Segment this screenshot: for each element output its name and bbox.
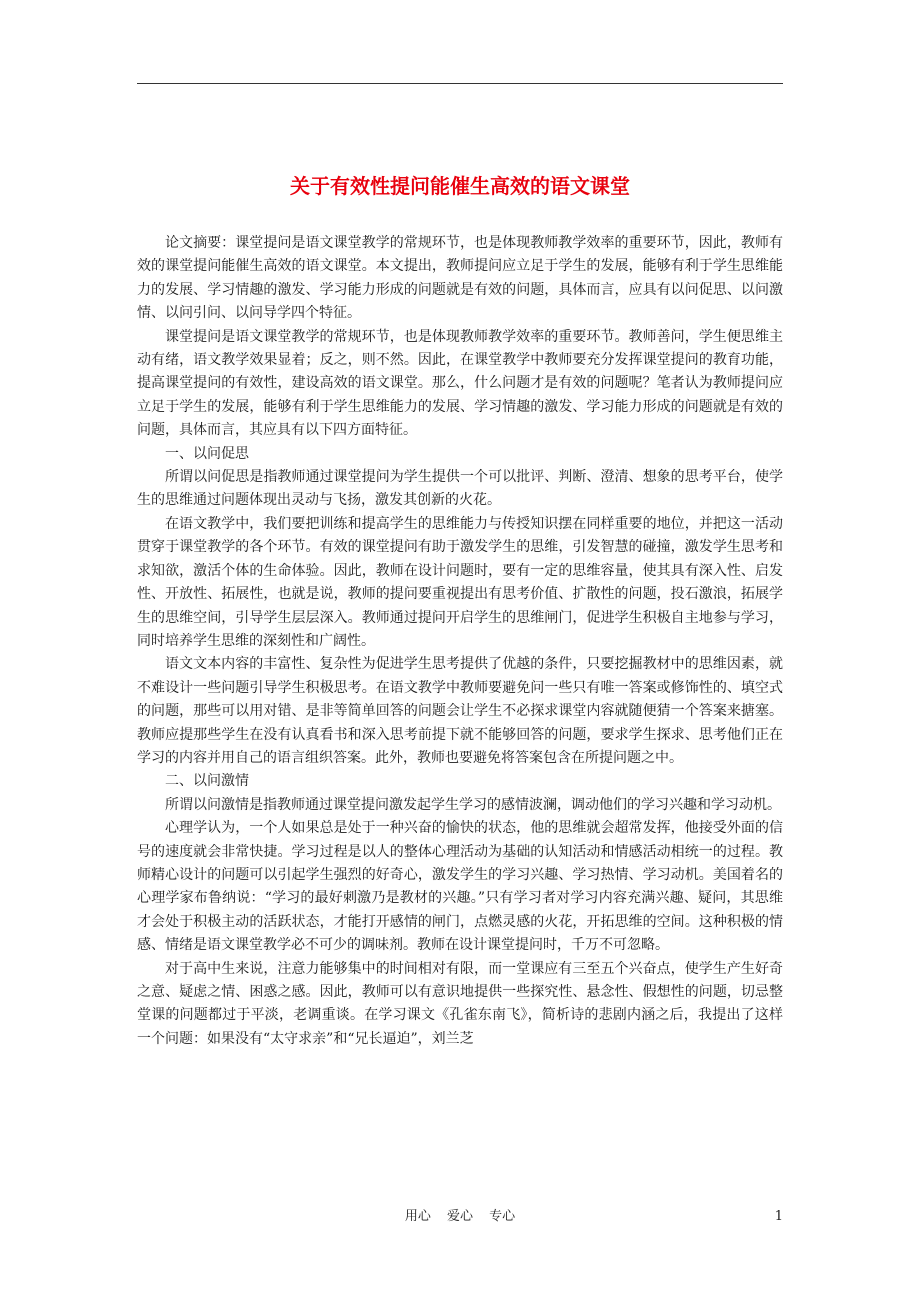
header-rule — [137, 83, 783, 84]
paragraph: 所谓以问促思是指教师通过课堂提问为学生提供一个可以批评、判断、澄清、想象的思考平台，使学生的思维通过问题体现出灵动与飞扬，激发其创新的火花。 — [137, 469, 783, 509]
paragraph-intro: 课堂提问是语文课堂教学的常规环节，也是体现教师教学效率的重要环节。教师善问，学生便思维主动有绪，语文教学效果显着；反之，则不然。因此，在课堂教学中教师要充分发挥课堂提问的教育功能，提高课堂提问的有效性，建设高效的语文课堂。那么，什么问题才是有效的问题呢？笔者认为教师提问应立足于学生的发展，能够有利于学生思维能力的发展、学习情趣的激发、学习能力形成的问题就是有效的问题，具体而言，其应具有以下四方面特征。 — [137, 328, 783, 439]
paragraph: 语文文本内容的丰富性、复杂性为促进学生思考提供了优越的条件，只要挖掘教材中的思维因素，就不难设计一些问题引导学生积极思考。在语文教学中教师要避免问一些只有唯一答案或修饰性的、填空式的问题，那些可以用对错、是非等简单回答的问题会让学生不必探求课堂内容就随便猜一个答案来搪塞。教师应提那些学生在没有认真看书和深入思考前提下就不能够回答的问题，要求学生探求、思考他们正在学习的内容并用自己的语言组织答案。此外，教师也要避免将答案包含在所提问题之中。 — [137, 656, 783, 766]
page-number: 1 — [774, 1209, 783, 1224]
paragraph: 在语文教学中，我们要把训练和提高学生的思维能力与传授知识摆在同样重要的地位，并把这一活动贯穿于课堂教学的各个环节。有效的课堂提问有助于激发学生的思维，引发智慧的碰撞，激发学生思考和求知欲，激活个体的生命体验。因此，教师在设计问题时，要有一定的思维容量，使其具有深入性、启发性、开放性、拓展性，也就是说，教师的提问要重视提出有思考价值、扩散性的问题，投石激浪，拓展学生的思维空间，引导学生层层深入。教师通过提问开启学生的思维闸门，促进学生积极自主地参与学习，同时培养学生思维的深刻性和广阔性。 — [137, 515, 783, 649]
paragraph: 心理学认为，一个人如果总是处于一种兴奋的愉快的状态，他的思维就会超常发挥，他接受外面的信号的速度就会非常快捷。学习过程是以人的整体心理活动为基础的认知活动和情感活动相统一的过程。教师精心设计的问题可以引起学生强烈的好奇心，激发学生的学习兴趣、学习热情、学习动机。美国着名的心理学家布鲁纳说：“学习的最好刺激乃是教材的兴趣。”只有学习者对学习内容充满兴趣、疑问，其思维才会处于积极主动的活跃状态，才能打开感情的闸门，点燃灵感的火花，开拓思维的空间。这种积极的情感、情绪是语文课堂教学必不可少的调味剂。教师在设计课堂提问时，千万不可忽略。 — [137, 820, 783, 954]
footer-motto: 用心 爱心 专心 — [404, 1209, 516, 1224]
section-heading-1: 一、以问促思 — [165, 445, 249, 462]
paragraph: 对于高中生来说，注意力能够集中的时间相对有限，而一堂课应有三至五个兴奋点，使学生产生好奇之意、疑虑之情、困惑之感。因此，教师可以有意识地提供一些探究性、悬念性、假想性的问题，切忌整堂课的问题都过于平淡，老调重谈。在学习课文《孔雀东南飞》，简析诗的悲剧内涵之后，我提出了这样一个问题：如果没有“太守求亲”和“兄长逼迫”，刘兰芝 — [137, 960, 783, 1047]
document-body — [137, 232, 783, 1051]
page-footer — [137, 1207, 783, 1227]
paragraph: 所谓以问激情是指教师通过课堂提问激发起学生学习的感情波澜，调动他们的学习兴趣和学习动机。 — [165, 796, 781, 813]
paragraph-abstract: 论文摘要：课堂提问是语文课堂教学的常规环节，也是体现教师教学效率的重要环节，因此，教师有效的课堂提问能催生高效的语文课堂。本文提出，教师提问应立足于学生的发展，能够有利于学生思维能力的发展、学习情趣的激发、学习能力形成的问题就是有效的问题，具体而言，应具有以问促思、以问激情、以问引问、以问导学四个特征。 — [137, 235, 783, 322]
document-title: 关于有效性提问能催生高效的语文课堂 — [290, 174, 630, 198]
section-heading-2: 二、以问激情 — [165, 773, 249, 790]
